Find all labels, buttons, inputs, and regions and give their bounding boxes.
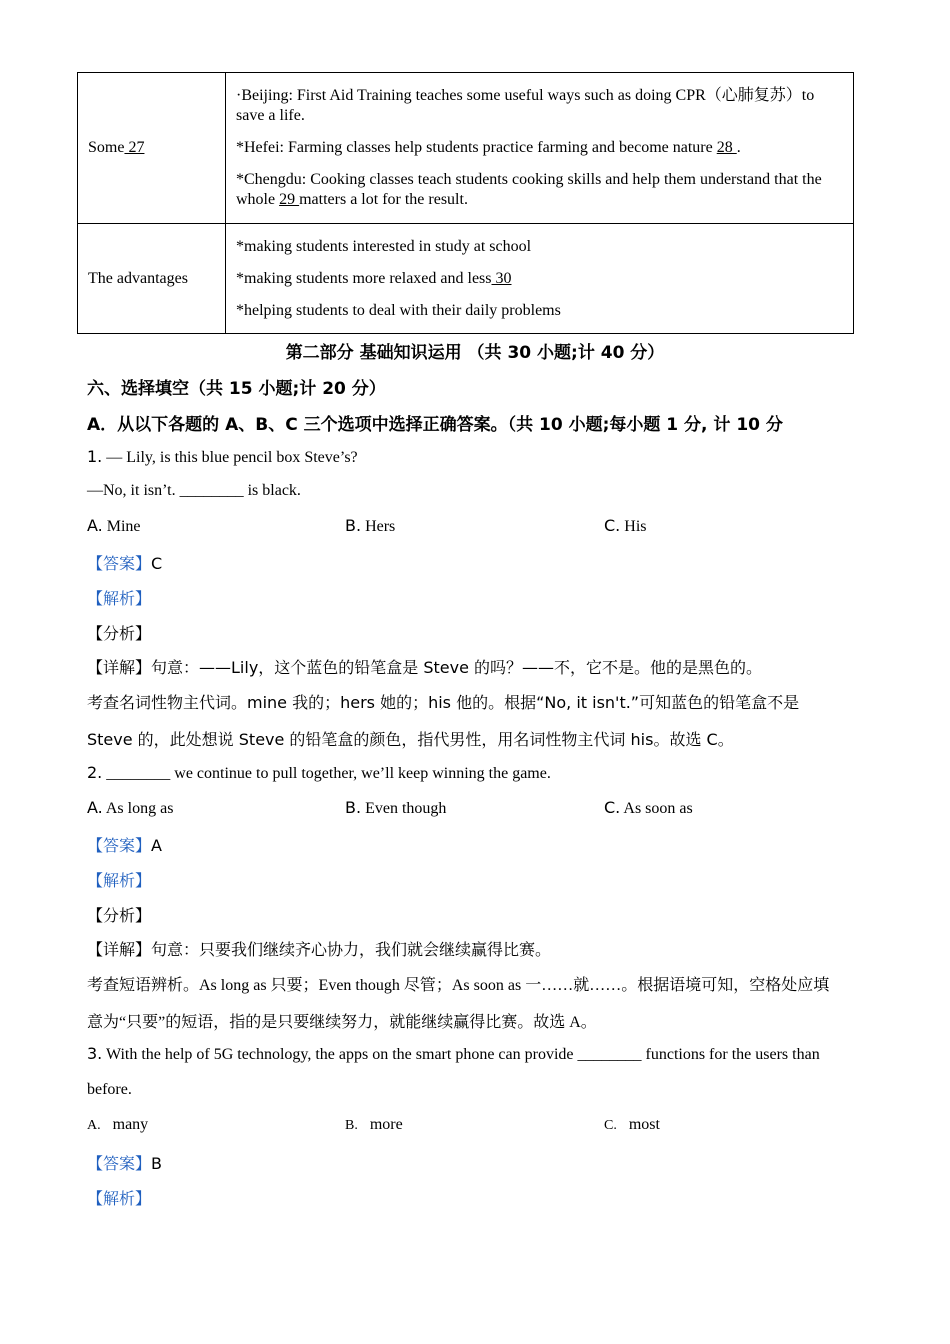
table-cell-right xyxy=(226,73,854,224)
analysis-label: 【解析】 xyxy=(87,589,152,608)
option-text: As long as xyxy=(102,800,174,817)
question-number: 2. xyxy=(87,763,103,782)
explanation-line: 考查名词性物主代词。mine 我的；hers 她的；his 他的。根据“No, it isn't.”可知蓝色的铅笔盒不是 xyxy=(87,693,800,712)
answer-value: A xyxy=(151,836,162,855)
advantage-line-3: *helping students to deal with their daily problems xyxy=(236,301,561,319)
option-letter: A. xyxy=(87,798,103,817)
answer-label: 【答案】 xyxy=(87,1154,152,1173)
question-1-stem xyxy=(87,447,358,467)
option-c xyxy=(604,798,693,818)
section-title: 六、选择填空（共 15 小题;计 20 分） xyxy=(87,379,386,399)
table-cell-right xyxy=(226,224,854,334)
option-text: many xyxy=(112,1116,149,1133)
advantage-text: *making students more relaxed and less xyxy=(236,269,492,287)
option-letter: B. xyxy=(345,1118,358,1133)
question-number: 3. xyxy=(87,1044,103,1063)
question-text: ________ we continue to pull together, we’ll keep winning the game. xyxy=(102,765,551,782)
hefei-text: *Hefei: Farming classes help students practice farming and become nature xyxy=(236,139,717,156)
hefei-line xyxy=(236,138,843,158)
detail-label: 【详解】 xyxy=(87,940,152,959)
part-title: 第二部分 基础知识运用 （共 30 小题;计 40 分） xyxy=(285,343,665,363)
fenxi-label: 【分析】 xyxy=(87,624,152,643)
option-a xyxy=(87,516,141,536)
question-3-continued: before. xyxy=(87,1081,132,1098)
analysis-label: 【解析】 xyxy=(87,871,152,890)
option-text: Hers xyxy=(361,518,396,535)
blank-30: 30 xyxy=(491,269,512,287)
question-text: With the help of 5G technology, the apps on the smart phone can provide ________ functions for the users than xyxy=(102,1046,820,1063)
chengdu-text: *Chengdu: Cooking classes teach students cooking skills and help them understand that the whole xyxy=(236,171,822,208)
option-letter: A. xyxy=(87,516,103,535)
option-b xyxy=(345,516,395,536)
table-row xyxy=(78,73,854,224)
detail-text: 句意：——Lily，这个蓝色的铅笔盒是 Steve 的吗？——不，它不是。他的是黑色的。 xyxy=(151,658,763,677)
answer-line xyxy=(87,833,162,856)
option-c xyxy=(604,516,647,536)
answer-label: 【答案】 xyxy=(87,836,152,855)
cell-text: Some xyxy=(88,139,125,156)
question-3-stem xyxy=(87,1044,820,1064)
option-text: Mine xyxy=(102,518,141,535)
advantage-line-1: *making students interested in study at school xyxy=(236,237,532,255)
option-c xyxy=(604,1116,660,1134)
option-letter: A. xyxy=(87,1118,101,1133)
option-text: more xyxy=(369,1116,403,1133)
detail-text: 句意：只要我们继续齐心协力，我们就会继续赢得比赛。 xyxy=(151,940,552,959)
option-letter: C. xyxy=(604,1118,617,1133)
hefei-suffix: . xyxy=(736,139,741,156)
option-letter: C. xyxy=(604,516,621,535)
detail-line xyxy=(87,655,762,678)
question-2-stem xyxy=(87,763,551,783)
analysis-label: 【解析】 xyxy=(87,1189,152,1208)
blank-29: 29 xyxy=(279,191,300,208)
table-cell-left xyxy=(78,73,226,224)
option-text: As soon as xyxy=(620,800,693,817)
option-a xyxy=(87,798,173,818)
table-row xyxy=(78,224,854,334)
blank-28: 28 xyxy=(716,139,737,156)
fenxi-label: 【分析】 xyxy=(87,906,152,925)
explanation-line: 意为“只要”的短语，指的是只要继续努力，就能继续赢得比赛。故选 A。 xyxy=(87,1014,597,1031)
answer-value: B xyxy=(151,1154,162,1173)
beijing-line: ·Beijing: First Aid Training teaches some useful ways such as doing CPR（心肺复苏）to save a life. xyxy=(236,87,815,124)
option-text: Even though xyxy=(361,800,447,817)
option-a xyxy=(87,1116,148,1134)
info-table xyxy=(77,72,854,334)
explanation-line: 考查短语辨析。As long as 只要；Even though 尽管；As soon as 一……就……。根据语境可知，空格处应填 xyxy=(87,977,830,994)
question-1-reply: —No, it isn’t. ________ is black. xyxy=(87,482,301,499)
answer-line xyxy=(87,551,162,574)
option-letter: B. xyxy=(345,516,362,535)
option-letter: C. xyxy=(604,798,621,817)
option-b xyxy=(345,798,446,818)
advantage-line-2 xyxy=(236,269,843,289)
chengdu-suffix: matters a lot for the result. xyxy=(299,191,468,208)
option-text: His xyxy=(620,518,647,535)
chengdu-line xyxy=(236,170,843,210)
option-letter: B. xyxy=(345,798,362,817)
option-text: most xyxy=(628,1116,660,1133)
answer-label: 【答案】 xyxy=(87,554,152,573)
detail-label: 【详解】 xyxy=(87,658,152,677)
blank-27: 27 xyxy=(124,139,145,156)
table-cell-left: The advantages xyxy=(78,224,226,334)
option-b xyxy=(345,1116,403,1134)
answer-line xyxy=(87,1151,162,1174)
detail-line xyxy=(87,937,551,960)
explanation-line: Steve 的，此处想说 Steve 的铅笔盒的颜色，指代男性，用名词性物主代词 his。故选 C。 xyxy=(87,730,734,749)
question-number: 1. xyxy=(87,447,103,466)
question-text: — Lily, is this blue pencil box Steve’s? xyxy=(102,449,358,466)
answer-value: C xyxy=(151,554,163,573)
subsection-title: A．从以下各题的 A、B、C 三个选项中选择正确答案。（共 10 小题;每小题 1 分, 计 10 分 xyxy=(87,415,783,435)
